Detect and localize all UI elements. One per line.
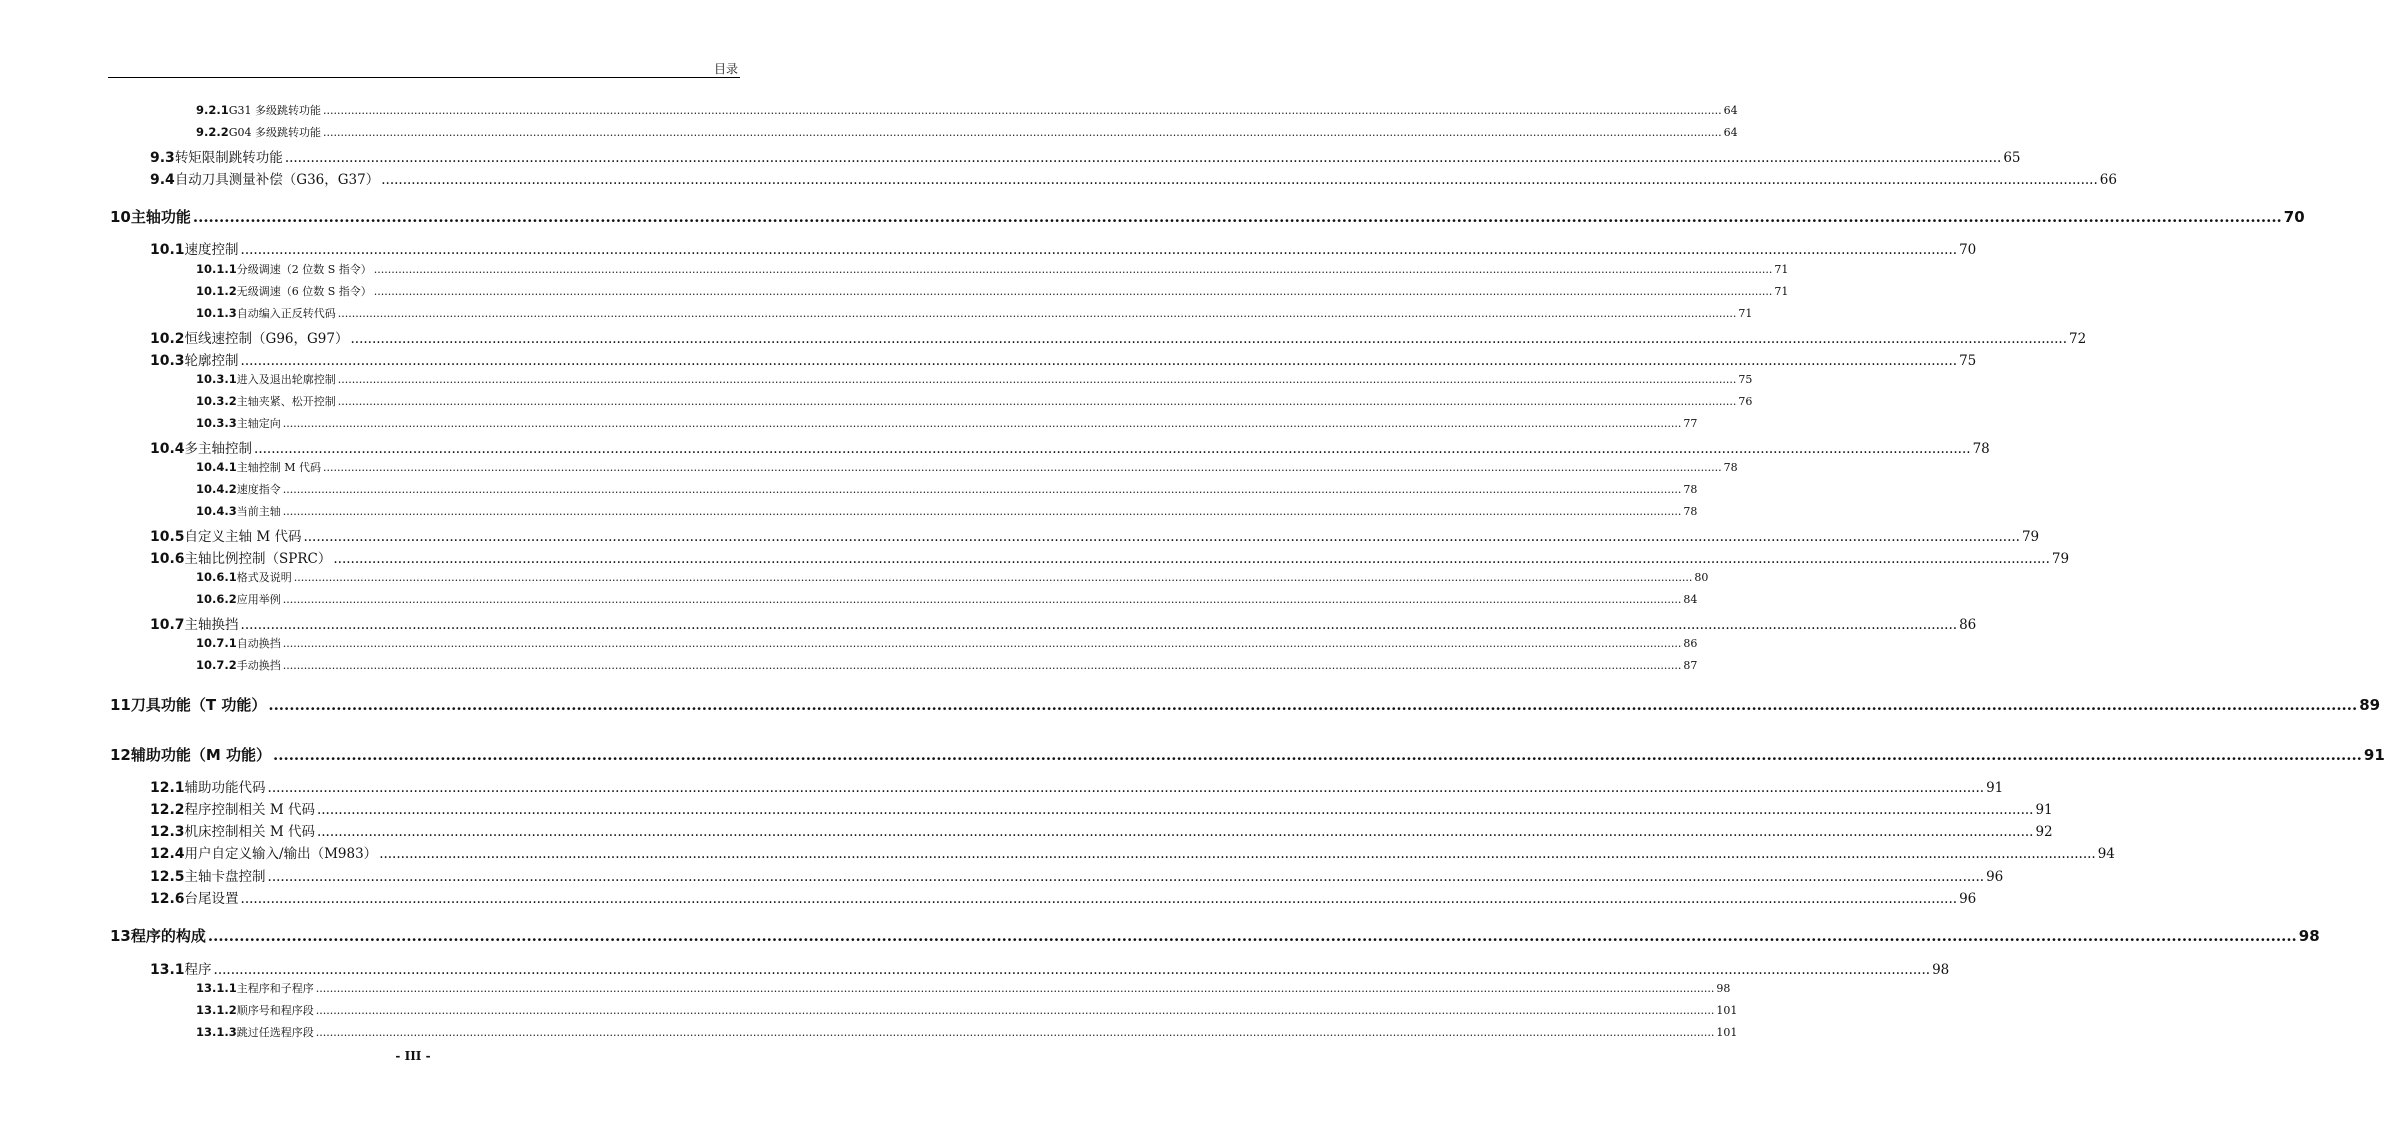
toc-entry-title: 顺序号和程序段 (236, 1004, 314, 1017)
toc-entry-title: 跳过任选程序段 (236, 1026, 314, 1039)
toc-dot-leader: ................................................................................................................................................................................................................................................................................................................................................................................................................ (273, 746, 2362, 764)
toc-entry-page: 78 (1683, 483, 1698, 496)
toc-entry-number: 9.3 (150, 150, 175, 166)
toc-entry-number: 11 (110, 696, 131, 714)
toc-dot-leader: ................................................................................................................................................................................................................................................................................................................................................................................................................ (323, 104, 1722, 117)
toc-entry-title: 主轴控制 M 代码 (236, 461, 322, 474)
toc-entry-title: 机床控制相关 M 代码 (184, 824, 315, 840)
toc-entry-page: 78 (1723, 461, 1738, 474)
toc-entry-title: 多主轴控制 (184, 441, 253, 457)
toc-entry-title: 自动编入正反转代码 (236, 307, 336, 320)
toc-entry-title: 无级调速（6 位数 S 指令） (236, 285, 372, 298)
toc-entry[interactable] (196, 283, 1789, 299)
toc-entry-page: 70 (1959, 242, 1977, 258)
toc-entry-page: 91 (2363, 746, 2385, 764)
toc-entry-number: 10.1.2 (196, 284, 237, 298)
toc-entry-number: 12.3 (150, 824, 185, 840)
toc-entry-number: 9.2.2 (196, 125, 229, 139)
toc-entry[interactable] (110, 206, 2305, 227)
toc-entry[interactable] (150, 349, 1977, 370)
toc-entry-title: 程序的构成 (130, 927, 206, 945)
toc-entry-title: 应用举例 (236, 593, 281, 606)
toc-entry-page: 64 (1723, 126, 1738, 139)
toc-entry-page: 72 (2069, 331, 2087, 347)
toc-entry-title: G31 多级跳转功能 (228, 104, 322, 117)
toc-dot-leader: ................................................................................................................................................................................................................................................................................................................................................................................................................ (240, 242, 1958, 258)
toc-entry-number: 10.7 (150, 617, 185, 633)
toc-entry-page: 89 (2359, 696, 2381, 714)
toc-entry-page: 101 (1716, 1004, 1738, 1017)
toc-entry-number: 10.3.1 (196, 372, 237, 386)
toc-entry-number: 10.4.1 (196, 460, 237, 474)
toc-entry[interactable] (196, 393, 1753, 409)
toc-dot-leader: ................................................................................................................................................................................................................................................................................................................................................................................................................ (240, 353, 1958, 369)
toc-dot-leader: ................................................................................................................................................................................................................................................................................................................................................................................................................ (350, 331, 2067, 347)
toc-entry-page: 91 (1986, 780, 2004, 796)
toc-entry-title: 主轴夹紧、松开控制 (236, 395, 336, 408)
toc-entry[interactable] (150, 776, 2004, 797)
toc-entry-title: 主程序和子程序 (236, 982, 314, 995)
toc-entry-title: 格式及说明 (236, 571, 292, 584)
toc-dot-leader: ................................................................................................................................................................................................................................................................................................................................................................................................................ (267, 780, 1985, 796)
toc-entry-title: 用户自定义输入/输出（M983） (184, 846, 378, 862)
toc-entry[interactable] (196, 371, 1753, 387)
toc-entry-number: 10.2 (150, 331, 185, 347)
toc-entry-page: 71 (1774, 285, 1789, 298)
toc-entry-page: 84 (1683, 593, 1698, 606)
toc-entry-title: 程序控制相关 M 代码 (184, 802, 315, 818)
toc-dot-leader: ................................................................................................................................................................................................................................................................................................................................................................................................................ (315, 1026, 1715, 1039)
toc-entry-title: 分级调速（2 位数 S 指令） (236, 263, 372, 276)
toc-entry-title: 恒线速控制（G96，G97） (184, 331, 349, 347)
toc-entry-title: 程序 (184, 962, 212, 978)
toc-entry-page: 65 (2003, 150, 2021, 166)
toc-dot-leader: ................................................................................................................................................................................................................................................................................................................................................................................................................ (337, 373, 1737, 386)
toc-entry-page: 78 (1972, 441, 1990, 457)
toc-dot-leader: ................................................................................................................................................................................................................................................................................................................................................................................................................ (267, 869, 1985, 885)
toc-entry[interactable] (150, 327, 2087, 348)
header-title: 目录 (713, 62, 738, 76)
toc-entry[interactable] (150, 525, 2040, 546)
toc-entry-page: 87 (1683, 659, 1698, 672)
toc-dot-leader: ................................................................................................................................................................................................................................................................................................................................................................................................................ (323, 126, 1722, 139)
toc-entry-page: 80 (1694, 571, 1709, 584)
toc-dot-leader: ................................................................................................................................................................................................................................................................................................................................................................................................................ (282, 637, 1682, 650)
toc-dot-leader: ................................................................................................................................................................................................................................................................................................................................................................................................................ (282, 593, 1682, 606)
toc-entry-number: 10.5 (150, 529, 185, 545)
toc-entry-number: 13.1.3 (196, 1025, 237, 1039)
toc-entry-number: 12.6 (150, 891, 185, 907)
toc-entry[interactable] (110, 925, 2320, 946)
toc-dot-leader: ................................................................................................................................................................................................................................................................................................................................................................................................................ (323, 461, 1722, 474)
toc-entry-page: 101 (1716, 1026, 1738, 1039)
toc-entry[interactable] (150, 547, 2070, 568)
toc-dot-leader: ................................................................................................................................................................................................................................................................................................................................................................................................................ (192, 208, 2282, 226)
toc-entry-number: 13 (110, 927, 131, 945)
toc-dot-leader: ................................................................................................................................................................................................................................................................................................................................................................................................................ (284, 150, 2002, 166)
toc-entry-number: 12 (110, 746, 131, 764)
toc-dot-leader: ................................................................................................................................................................................................................................................................................................................................................................................................................ (315, 1004, 1715, 1017)
toc-entry[interactable] (110, 694, 2381, 715)
toc-entry-page: 75 (1738, 373, 1753, 386)
toc-entry-number: 10.7.1 (196, 636, 237, 650)
toc-entry[interactable] (196, 305, 1753, 321)
toc-entry-number: 10.7.2 (196, 658, 237, 672)
toc-entry-number: 10.3 (150, 353, 185, 369)
toc-entry-page: 78 (1683, 505, 1698, 518)
toc-entry-page: 79 (2051, 551, 2070, 567)
toc-entry-number: 12.1 (150, 780, 185, 796)
toc-entry-title: 辅助功能（M 功能） (130, 746, 272, 764)
toc-entry-number: 9.4 (150, 172, 175, 188)
toc-entry-title: G04 多级跳转功能 (228, 126, 322, 139)
toc-entry[interactable] (196, 261, 1789, 277)
toc-entry[interactable] (196, 124, 1738, 140)
toc-dot-leader: ................................................................................................................................................................................................................................................................................................................................................................................................................ (240, 617, 1958, 633)
toc-entry[interactable] (110, 744, 2385, 765)
toc-entry[interactable] (196, 1002, 1738, 1018)
toc-dot-leader: ................................................................................................................................................................................................................................................................................................................................................................................................................ (268, 696, 2358, 714)
toc-dot-leader: ................................................................................................................................................................................................................................................................................................................................................................................................................ (381, 172, 2098, 188)
toc-entry-page: 71 (1774, 263, 1789, 276)
toc-entry[interactable] (196, 1024, 1738, 1040)
toc-entry[interactable] (150, 798, 2053, 819)
toc-entry[interactable] (196, 459, 1738, 475)
toc-entry-page: 71 (1738, 307, 1753, 320)
toc-entry-page: 77 (1683, 417, 1698, 430)
toc-entry-page: 86 (1959, 617, 1977, 633)
toc-entry-title: 手动换挡 (236, 659, 281, 672)
toc-entry[interactable] (196, 657, 1698, 673)
toc-entry[interactable] (196, 635, 1698, 651)
toc-dot-leader: ................................................................................................................................................................................................................................................................................................................................................................................................................ (315, 982, 1715, 995)
toc-entry[interactable] (150, 238, 1977, 259)
toc-entry-number: 13.1.2 (196, 1003, 237, 1017)
toc-entry-page: 64 (1723, 104, 1738, 117)
toc-entry[interactable] (150, 168, 2117, 189)
toc-entry-title: 自定义主轴 M 代码 (184, 529, 302, 545)
toc-dot-leader: ................................................................................................................................................................................................................................................................................................................................................................................................................ (254, 441, 1971, 457)
toc-entry-page: 66 (2099, 172, 2117, 188)
toc-entry[interactable] (196, 980, 1731, 996)
toc-entry-page: 86 (1683, 637, 1698, 650)
toc-entry-page: 79 (2021, 529, 2040, 545)
toc-entry[interactable] (150, 820, 2053, 841)
toc-entry[interactable] (150, 842, 2115, 863)
toc-entry-title: 主轴卡盘控制 (184, 869, 266, 885)
toc-entry-number: 10.4.2 (196, 482, 237, 496)
toc-dot-leader: ................................................................................................................................................................................................................................................................................................................................................................................................................ (282, 417, 1682, 430)
toc-entry-title: 主轴功能 (130, 208, 191, 226)
toc-dot-leader: ................................................................................................................................................................................................................................................................................................................................................................................................................ (207, 927, 2297, 945)
toc-entry-page: 98 (2298, 927, 2320, 945)
toc-entry[interactable] (150, 437, 1990, 458)
toc-entry-number: 10.6.2 (196, 592, 237, 606)
toc-entry-title: 自动刀具测量补偿（G36，G37） (174, 172, 380, 188)
toc-entry-title: 主轴定向 (236, 417, 281, 430)
toc-dot-leader: ................................................................................................................................................................................................................................................................................................................................................................................................................ (282, 659, 1682, 672)
toc-entry-title: 轮廓控制 (184, 353, 239, 369)
toc-entry-page: 98 (1932, 962, 1950, 978)
toc-entry-title: 辅助功能代码 (184, 780, 266, 796)
toc-entry[interactable] (196, 102, 1738, 118)
toc-entry-page: 91 (2035, 802, 2053, 818)
toc-entry[interactable] (196, 415, 1698, 431)
toc-entry-number: 10.1.3 (196, 306, 237, 320)
toc-entry-number: 10.3.2 (196, 394, 237, 408)
toc-dot-leader: ................................................................................................................................................................................................................................................................................................................................................................................................................ (316, 824, 2034, 840)
toc-entry-page: 92 (2035, 824, 2053, 840)
toc-entry[interactable] (150, 958, 1950, 979)
toc-dot-leader: ................................................................................................................................................................................................................................................................................................................................................................................................................ (373, 285, 1773, 298)
toc-entry-number: 10.1 (150, 242, 185, 258)
toc-entry-page: 98 (1716, 982, 1731, 995)
toc-dot-leader: ................................................................................................................................................................................................................................................................................................................................................................................................................ (213, 962, 1931, 978)
toc-entry-title: 自动换挡 (236, 637, 281, 650)
toc-entry-title: 速度指令 (236, 483, 281, 496)
toc-entry-number: 10.1.1 (196, 262, 237, 276)
toc-entry-number: 9.2.1 (196, 103, 229, 117)
toc-entry-number: 12.2 (150, 802, 185, 818)
toc-entry[interactable] (150, 865, 2004, 886)
toc-dot-leader: ................................................................................................................................................................................................................................................................................................................................................................................................................ (240, 891, 1958, 907)
toc-dot-leader: ................................................................................................................................................................................................................................................................................................................................................................................................................ (303, 529, 2020, 545)
toc-dot-leader: ................................................................................................................................................................................................................................................................................................................................................................................................................ (373, 263, 1773, 276)
toc-entry-title: 进入及退出轮廓控制 (236, 373, 336, 386)
toc-entry[interactable] (150, 613, 1977, 634)
toc-entry-page: 96 (1986, 869, 2004, 885)
toc-entry[interactable] (196, 503, 1698, 519)
toc-entry-page: 70 (2283, 208, 2305, 226)
toc-entry[interactable] (196, 591, 1698, 607)
toc-entry-number: 10.6 (150, 551, 185, 567)
toc-entry[interactable] (150, 887, 1977, 908)
toc-dot-leader: ................................................................................................................................................................................................................................................................................................................................................................................................................ (282, 505, 1682, 518)
toc-dot-leader: ................................................................................................................................................................................................................................................................................................................................................................................................................ (316, 802, 2034, 818)
toc-entry-number: 10.6.1 (196, 570, 237, 584)
toc-dot-leader: ................................................................................................................................................................................................................................................................................................................................................................................................................ (293, 571, 1693, 584)
toc-entry-title: 主轴比例控制（SPRC） (184, 551, 332, 567)
toc-entry-page: 96 (1959, 891, 1977, 907)
toc-entry[interactable] (196, 569, 1709, 585)
toc-entry-number: 10.4 (150, 441, 185, 457)
toc-entry[interactable] (196, 481, 1698, 497)
toc-dot-leader: ................................................................................................................................................................................................................................................................................................................................................................................................................ (333, 551, 2050, 567)
toc-entry-page: 94 (2097, 846, 2115, 862)
toc-dot-leader: ................................................................................................................................................................................................................................................................................................................................................................................................................ (337, 395, 1737, 408)
toc-entry-page: 76 (1738, 395, 1753, 408)
toc-dot-leader: ................................................................................................................................................................................................................................................................................................................................................................................................................ (379, 846, 2096, 862)
toc-entry-title: 刀具功能（T 功能） (130, 696, 267, 714)
toc-entry-number: 10.3.3 (196, 416, 237, 430)
toc-entry-title: 当前主轴 (236, 505, 281, 518)
toc-entry-title: 主轴换挡 (184, 617, 239, 633)
page-number: - III - (395, 1049, 431, 1063)
toc-entry-number: 10 (110, 208, 131, 226)
toc-dot-leader: ................................................................................................................................................................................................................................................................................................................................................................................................................ (337, 307, 1737, 320)
toc-entry[interactable] (150, 146, 2021, 167)
toc-entry-number: 12.4 (150, 846, 185, 862)
toc-entry-number: 10.4.3 (196, 504, 237, 518)
toc-dot-leader: ................................................................................................................................................................................................................................................................................................................................................................................................................ (282, 483, 1682, 496)
toc-entry-number: 13.1.1 (196, 981, 237, 995)
toc-entry-title: 转矩限制跳转功能 (174, 150, 283, 166)
toc-entry-page: 75 (1959, 353, 1977, 369)
toc-entry-number: 12.5 (150, 869, 185, 885)
toc-entry-number: 13.1 (150, 962, 185, 978)
toc-entry-title: 台尾设置 (184, 891, 239, 907)
toc-entry-title: 速度控制 (184, 242, 239, 258)
